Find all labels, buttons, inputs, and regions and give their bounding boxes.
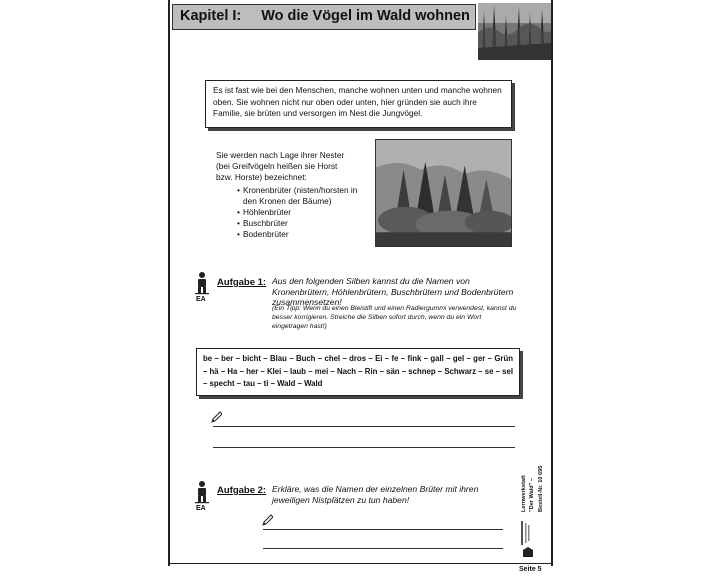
chapter-heading: Wo die Vögel im Wald wohnen xyxy=(261,8,470,24)
nest-intro-line: Sie werden nach Lage ihrer Nester xyxy=(216,150,345,160)
task1-label: Aufgabe 1: xyxy=(217,277,267,288)
list-item: • Buschbrüter xyxy=(216,218,371,229)
intro-textbox xyxy=(205,80,512,128)
chapter-number: Kapitel I: xyxy=(180,8,242,24)
pencil-icon xyxy=(261,513,273,527)
list-item: • Bodenbrüter xyxy=(216,229,371,240)
syllables-text: be – ber – bicht – Blau – Buch – chel – dros – Ei – fe – fink – gall – gel – ger – Grün – hä – Ha – her – Klei – laub – mei – Nach – Rin – sän – schnep – Schwarz – se – sel – specht – tau – ti – Wald – Wald xyxy=(203,354,513,388)
list-item: • Höhlenbrüter xyxy=(216,207,371,218)
nest-types-list xyxy=(216,185,371,239)
chapter-title xyxy=(180,8,470,24)
page-bottom-rule xyxy=(168,563,553,564)
nest-types-section xyxy=(216,150,371,239)
task1-instructions: Aus den folgenden Silben kannst du die Namen von Kronenbrütern, Höhlenbrütern, Buschbrütern und Bodenbrütern zusammensetzen! xyxy=(272,276,514,307)
task2-label: Aufgabe 2: xyxy=(217,485,267,496)
kohl-verlag-logo xyxy=(520,520,536,558)
forest-photo xyxy=(375,139,512,247)
answer-line[interactable] xyxy=(213,447,515,448)
pencil-icon xyxy=(210,410,222,424)
answer-line[interactable] xyxy=(263,529,503,530)
task1-tip: (Ein Tipp: Wenn du einen Bleistift und einen Radiergummi verwendest, kannst du besser korrigieren. Streiche die Silben sofort durch, wenn du ein Wort eingetragen hast!) xyxy=(272,305,517,330)
sidebar-title-line: "Der Wald" – xyxy=(529,477,535,512)
nest-intro-line: (bei Greifvögeln heißen sie Horst xyxy=(216,160,338,171)
answer-line[interactable] xyxy=(213,426,515,427)
header-forest-photo xyxy=(478,3,551,60)
page-number: Seite 5 xyxy=(519,566,542,573)
task2-instructions: Erkläre, was die Namen der einzelnen Brüter mit ihren jeweiligen Nistplätzen zu tun haben! xyxy=(272,484,479,505)
nest-intro-line: bzw. Horste) bezeichnet: xyxy=(216,171,307,182)
syllables-box xyxy=(196,348,520,396)
person-icon xyxy=(193,271,211,295)
ea-label: EA xyxy=(196,296,206,303)
person-icon xyxy=(193,480,211,504)
ea-label: EA xyxy=(196,505,206,512)
list-item: • Kronenbrüter (nisten/horsten in den Kronen der Bäume) xyxy=(216,185,371,207)
answer-line[interactable] xyxy=(263,548,503,549)
sidebar-publisher-line: Lernwerkstatt xyxy=(521,475,527,512)
sidebar-order-number: Bestell-Nr. 10 695 xyxy=(538,465,544,512)
intro-text: Es ist fast wie bei den Menschen, manche wohnen unten und manche wohnen oben. Sie wohnen nicht nur oben oder unten, hier gründen sie auch ihre Familie, sie brüten und versorgen im Nest die Jungvögel. xyxy=(213,85,502,118)
